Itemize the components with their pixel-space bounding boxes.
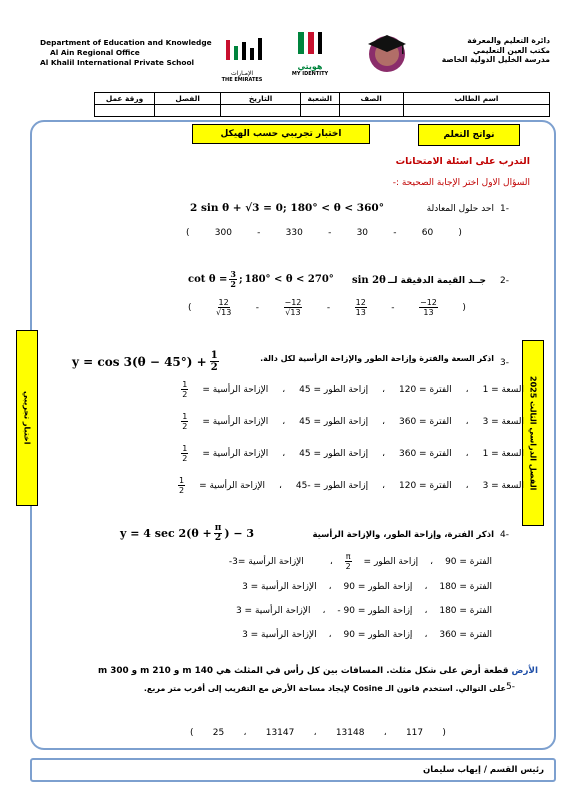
content-frame <box>30 120 556 750</box>
q5-keyword: الأرض <box>511 666 538 676</box>
identity-logo-ar: هويتي <box>297 62 323 71</box>
q3-option-1[interactable]: السعة = 1 ، الفترة = 120 ، إزاحة الطور = 45 ، الإزاحة الرأسية = $\frac{1}{2}$ <box>182 380 524 399</box>
choice[interactable]: $\frac{-12}{13}$ <box>420 298 437 317</box>
learning-outcomes-label: نواتج التعلم <box>418 124 520 146</box>
side-label-left-text: اختبار تجريبي <box>22 391 32 445</box>
table-header-cell: الصف <box>339 93 403 105</box>
phase-shift: إزاحة الطور = 90 - <box>337 606 413 616</box>
paren-close: ) <box>458 228 462 238</box>
table-header-cell: الشعبة <box>300 93 339 105</box>
q5-line-1 <box>98 666 538 676</box>
section-field[interactable] <box>300 105 339 117</box>
vertical-shift: الإزاحة الرأسية = <box>202 448 269 459</box>
q4-option-3[interactable]: الفترة = 180 ، إزاحة الطور = 90 - ، الإزاحة الرأسية = 3 <box>235 606 492 616</box>
phase-shift: إزاحة الطور = 45 <box>299 448 369 459</box>
table-input-row[interactable] <box>95 105 550 117</box>
side-label-right <box>522 340 544 526</box>
emirates-logo-icon <box>214 36 270 66</box>
emirates-logo-ar: الإمـارات <box>230 70 254 77</box>
q5-text-1: قطعة أرض على شكل مثلث. المسافات بين كل رأس في المثلث هي 140 m و 210 m و 300 m <box>97 666 509 676</box>
q1-text: احد حلول المعادلة <box>426 204 494 214</box>
q2-choices: ( $\frac{12}{√13}$ - $\frac{-12}{√13}$ - $\frac{12}{13}$ - $\frac{-12}{13}$ ) <box>188 298 466 317</box>
choice[interactable]: 30 <box>356 228 369 238</box>
period: الفترة = 120 <box>399 480 452 491</box>
header-ar-line-3: مدرسة الخليل الدولية الخاصة <box>441 55 550 64</box>
identity-logo-icon <box>292 28 328 58</box>
separator: - <box>257 228 261 238</box>
choice[interactable]: 300 <box>214 228 232 238</box>
period: الفترة = 360 <box>399 448 452 459</box>
amplitude: السعة = 1 <box>482 448 524 459</box>
choice[interactable]: $\frac{12}{√13}$ <box>216 298 232 317</box>
choice[interactable]: $\frac{12}{13}$ <box>355 298 366 317</box>
separator: - <box>393 228 397 238</box>
term-field[interactable] <box>155 105 221 117</box>
q4-eq-fraction: $\frac{\pi}{2}$ <box>214 523 222 543</box>
vertical-shift: الإزاحة الرأسية = <box>202 416 269 427</box>
q2-equation: cot θ = $\frac{3}{2}$ ; 180° < θ < 270° <box>188 269 334 289</box>
period: الفترة = 360 <box>439 630 492 640</box>
q3-option-3[interactable]: السعة = 1 ، الفترة = 360 ، إزاحة الطور = 45 ، الإزاحة الرأسية = $\frac{1}{2}$ <box>182 444 524 463</box>
choice[interactable]: 25 <box>212 728 225 738</box>
separator: - <box>328 228 332 238</box>
q3-number: -3 <box>500 358 509 368</box>
header-arabic <box>400 36 550 65</box>
vshift-fraction: $\frac{1}{2}$ <box>182 380 188 399</box>
question-intro: السؤال الاول اختر الإجابة الصحيحة :- <box>392 178 530 188</box>
q2-number: -2 <box>500 276 509 286</box>
phase-shift: إزاحة الطور = 45 <box>299 384 369 395</box>
q1-equation: 2 sin θ + √3 = 0; 180° < θ < 360° <box>190 202 384 214</box>
vshift-fraction: $\frac{1}{2}$ <box>178 476 185 495</box>
student-name-field[interactable] <box>403 105 549 117</box>
q1-number: -1 <box>500 204 509 214</box>
paren-open: ( <box>186 228 190 238</box>
q4-option-4[interactable]: الفترة = 360 ، إزاحة الطور = 90 ، الإزاحة الرأسية = 3 <box>242 630 492 640</box>
phase-fraction: $\frac{\pi}{2}$ <box>345 552 351 571</box>
amplitude: السعة = 1 <box>482 384 524 395</box>
q1-choices <box>186 228 462 238</box>
q2-condition: 180° < θ < 270° <box>244 274 334 285</box>
vertical-shift: الإزاحة الرأسية = <box>202 384 269 395</box>
q4-text: اذكر الفترة، وإزاحة الطور، والإزاحة الرأسية <box>312 530 494 540</box>
side-label-right-text: الفصل الدراسي الثالث 2025 <box>528 375 538 491</box>
table-header-row <box>95 93 550 105</box>
table-header-cell: التاريخ <box>221 93 301 105</box>
q5-number: -5 <box>506 682 515 692</box>
choice[interactable]: 60 <box>421 228 434 238</box>
identity-logo-en: MY IDENTITY <box>291 71 329 77</box>
q3-option-2[interactable]: السعة = 3 ، الفترة = 360 ، إزاحة الطور = 45 ، الإزاحة الرأسية = $\frac{1}{2}$ <box>182 412 524 431</box>
q2-text: جــد القيمة الدقيقة لــ <box>387 276 486 286</box>
vertical-shift: الإزاحة الرأسية = 3 <box>242 630 317 640</box>
period: الفترة = 360 <box>399 416 452 427</box>
period: الفترة = 180 <box>439 606 492 616</box>
side-label-left <box>16 330 38 506</box>
table-header-cell: ورقة عمل <box>95 93 155 105</box>
date-field[interactable] <box>221 105 301 117</box>
period: الفترة = 180 <box>439 582 492 592</box>
period: الفترة = 90 <box>445 556 492 567</box>
department-head: رئيس القسم / إيهاب سليمان <box>423 765 544 775</box>
amplitude: السعة = 3 <box>482 480 524 491</box>
grade-field[interactable] <box>339 105 403 117</box>
header-line-3: Al Khalil International Private School <box>40 58 195 67</box>
phase-shift: إزاحة الطور = 45 <box>299 416 369 427</box>
q3-eq-fraction: $\frac{1}{2}$ <box>210 350 218 373</box>
header-line-1: Department of Education and Knowledge <box>40 38 212 47</box>
q2-cot: cot θ = <box>188 274 228 285</box>
q4-equation: y = 4 sec 2(θ + $\frac{\pi}{2}$ ) − 3 <box>120 523 255 543</box>
worksheet-field[interactable] <box>95 105 155 117</box>
header-ar-line-1: دائرة التعليم والمعرفة <box>467 36 550 45</box>
vertical-shift: الإزاحة الرأسية = <box>199 480 265 491</box>
emirates-logo <box>214 36 270 83</box>
identity-logo <box>282 28 338 76</box>
q3-equation: y = cos 3(θ − 45°) + $\frac{1}{2}$ <box>72 350 218 373</box>
q5-line-2: على التوالي. استخدم قانون الـ Cosine لإيجاد مساحة الأرض مع التقريب إلى أقرب متر مربع. <box>143 684 506 693</box>
phase-shift: إزاحة الطور = 90 <box>343 582 413 592</box>
q5-choices: ( 25 ، 13147 ، 13148 ، 117 ) <box>190 728 446 738</box>
choice[interactable]: 13148 <box>335 728 365 738</box>
q3-text: اذكر السعة والفترة وإزاحة الطور والإزاحة الرأسية لكل دالة. <box>260 354 494 363</box>
vertical-shift: الإزاحة الرأسية = 3 <box>235 606 311 616</box>
phase-shift: إزاحة الطور = 90 <box>343 630 413 640</box>
phase-shift: إزاحة الطور = <box>363 556 419 567</box>
emirates-logo-en: THE EMIRATES <box>221 77 263 83</box>
choice[interactable]: $\frac{-12}{√13}$ <box>284 298 302 317</box>
header-ar-line-2: مكتب العين التعليمي <box>472 45 550 55</box>
footer-box <box>30 758 556 782</box>
student-info-table <box>94 92 550 117</box>
table-header-cell: الفصل <box>155 93 221 105</box>
choice[interactable]: 330 <box>285 228 303 238</box>
choice[interactable]: 117 <box>405 728 424 738</box>
amplitude: السعة = 3 <box>482 416 524 427</box>
vshift-fraction: $\frac{1}{2}$ <box>182 444 188 463</box>
q4-number: -4 <box>500 530 509 540</box>
vertical-shift: الإزاحة الرأسية =3- <box>228 556 304 567</box>
header-english <box>40 38 220 68</box>
phase-shift: إزاحة الطور = -45 <box>295 480 369 491</box>
q3-option-4[interactable]: السعة = 3 ، الفترة = 120 ، إزاحة الطور = -45 ، الإزاحة الرأسية = $\frac{1}{2}$ <box>178 476 524 495</box>
period: الفترة = 120 <box>399 384 452 395</box>
q2-cot-fraction: $\frac{3}{2}$ <box>230 269 236 289</box>
choice[interactable]: 13147 <box>265 728 295 738</box>
vshift-fraction: $\frac{1}{2}$ <box>182 412 188 431</box>
q4-option-1[interactable]: الفترة = 90 ، إزاحة الطور = $\frac{\pi}{2}$ ، الإزاحة الرأسية =3- <box>228 552 492 571</box>
test-label: اختبار تجريبي حسب الهيكل <box>192 124 370 144</box>
header-line-2: Al Ain Regional Office <box>50 48 140 57</box>
table-header-cell: اسم الطالب <box>403 93 549 105</box>
q2-sin: sin 2θ <box>352 275 386 286</box>
vertical-shift: الإزاحة الرأسية = 3 <box>242 582 317 592</box>
section-title: التدرب على اسئلة الامتحانات <box>395 156 530 167</box>
q4-option-2[interactable]: الفترة = 180 ، إزاحة الطور = 90 ، الإزاحة الرأسية = 3 <box>242 582 492 592</box>
